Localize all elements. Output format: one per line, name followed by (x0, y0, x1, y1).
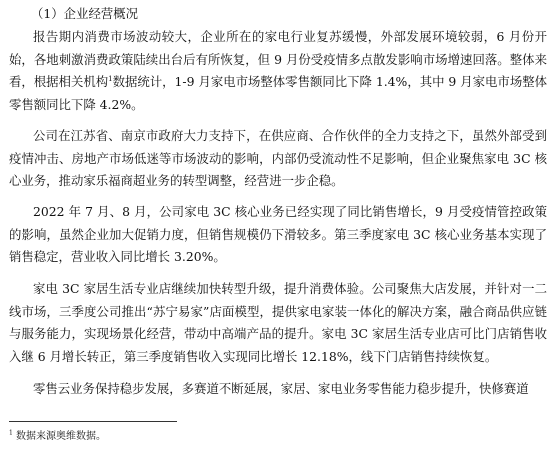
paragraph-text: 数据统计，1-9 月家电市场整体零售额同比下降 1.4%，其中 9 月家电市场整体零售额同比下降 4.2%。 (9, 74, 547, 112)
paragraph-government-support: 公司在江苏省、南京市政府大力支持下，在供应商、合作伙伴的全力支持之下，虽然外部受到疫情冲击、房地产市场低迷等市场波动的影响，内部仍受流动性不足影响，但企业聚焦家电 3C 核心业务，推动家乐福商超业务的转型调整，经营进一步企稳。 (9, 128, 547, 188)
footnote-text: 数据来源奥维数据。 (16, 431, 107, 442)
paragraph-retail-cloud: 零售云业务保持稳步发展，多赛道不断延展，家居、家电业务零售能力稳步提升，快修赛道 (33, 381, 529, 396)
footnote-number: 1 (9, 429, 13, 437)
footnote-reference[interactable]: 1 (108, 74, 113, 83)
paragraph-text: 报告期内消费市场波动较大，企业所在的家电行业复苏缓慢，外部发展环境较弱，6 月份开始，各地刺激消费政策陆续出台后有所恢复，但 9 月份受疫情多点散发影响市场增速回落。整体来看，根据相关机构 (9, 29, 547, 89)
footnote-divider (9, 421, 177, 422)
section-heading: （1）企业经营概况 (31, 6, 139, 21)
footnote (9, 430, 106, 444)
paragraph-market-overview (9, 26, 547, 116)
paragraph-store-upgrade: 家电 3C 家居生活专业店继续加快转型升级，提升消费体验。公司聚焦大店发展，并针对一二线市场，三季度公司推出“苏宁易家”店面模型，提供家电家装一体化的解决方案，融合商品供应链与服务能力，实现场景化经营，带动中高端产品的提升。家电 3C 家居生活专业店可比门店销售收入继 6 月增长转正，第三季度销售收入实现同比增长 12.18%，线下门店销售持续恢复。 (9, 281, 547, 364)
paragraph-q3-performance: 2022 年 7 月、8 月，公司家电 3C 核心业务已经实现了同比销售增长，9 月受疫情管控政策的影响，虽然企业加大促销力度，但销售规模仍下滑较多。第三季度家电 3C 核心业务基本实现了销售稳定，营业收入同比增长 3.20%。 (9, 204, 547, 264)
